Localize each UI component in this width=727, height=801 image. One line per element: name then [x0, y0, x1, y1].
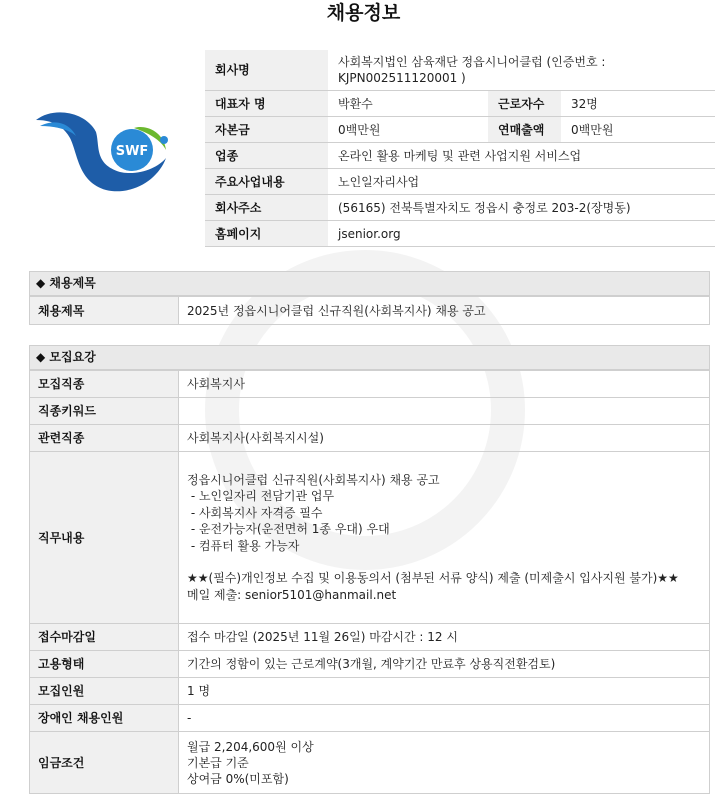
address-value: (56165) 전북특별자치도 정읍시 충정로 203-2(장명동) — [328, 195, 715, 221]
duty-line: - 운전가능자(운전면허 1종 우대) 우대 — [187, 522, 390, 537]
headcount-value: 1 명 — [179, 678, 710, 705]
job-title-table — [29, 296, 710, 325]
job-title-value: 2025년 정읍시니어클럽 신규직원(사회복지사) 채용 공고 — [179, 297, 710, 325]
disabled-hiring-label: 장애인 채용인원 — [30, 705, 179, 732]
company-name-value: 사회복지법인 삼육재단 정읍시니어클럽 (인증번호 : KJPN002511120001 ) — [328, 50, 715, 91]
company-logo — [34, 106, 174, 196]
company-name-label: 회사명 — [205, 50, 328, 91]
duty-line: 메일 제출: senior5101@hanmail.net — [187, 587, 397, 602]
duty-line: - 노인일자리 전담기관 업무 — [187, 489, 335, 504]
capital-label: 자본금 — [205, 117, 328, 143]
revenue-label: 연매출액 — [488, 117, 561, 143]
revenue-value: 0백만원 — [561, 117, 715, 143]
homepage-link[interactable]: jsenior.org — [328, 221, 715, 247]
duty-line — [187, 554, 703, 570]
employment-type-label: 고용형태 — [30, 651, 179, 678]
employees-value: 32명 — [561, 91, 715, 117]
wage-line: 상여금 0%(미포함) — [187, 771, 289, 786]
duty-line: ★★(필수)개인정보 수집 및 이용동의서 (첨부된 서류 양식) 제출 (미제출시 입사지원 불가)★★ — [187, 571, 679, 586]
address-label: 회사주소 — [205, 195, 328, 221]
occupation-label: 모집직종 — [30, 371, 179, 398]
page-title: 채용정보 — [326, 2, 401, 24]
duty-line: 정읍시니어클럽 신규직원(사회복지사) 채용 공고 — [187, 472, 440, 487]
employees-label: 근로자수 — [488, 91, 561, 117]
related-occupation-label: 관련직종 — [30, 425, 179, 452]
headcount-label: 모집인원 — [30, 678, 179, 705]
business-value: 노인일자리사업 — [328, 169, 715, 195]
capital-value: 0백만원 — [328, 117, 488, 143]
deadline-label: 접수마감일 — [30, 624, 179, 651]
job-title-label: 채용제목 — [30, 297, 179, 325]
keyword-label: 직종키워드 — [30, 398, 179, 425]
industry-value: 온라인 활용 마케팅 및 관련 사업지원 서비스업 — [328, 143, 715, 169]
keyword-value — [179, 398, 710, 425]
wage-line: 월급 2,204,600원 이상 — [187, 739, 314, 754]
deadline-value: 접수 마감일 (2025년 11월 26일) 마감시간 : 12 시 — [179, 624, 710, 651]
duty-content — [179, 452, 710, 624]
occupation-value: 사회복지사 — [179, 371, 710, 398]
ceo-label: 대표자 명 — [205, 91, 328, 117]
disabled-hiring-value: - — [179, 705, 710, 732]
wage-content — [179, 732, 710, 794]
duty-line: - 컴퓨터 활용 가능자 — [187, 538, 300, 553]
job-title-section-header: ◆ 채용제목 — [29, 271, 710, 296]
industry-label: 업종 — [205, 143, 328, 169]
company-info-table — [205, 50, 715, 247]
logo-text: SWF — [115, 144, 149, 159]
wage-line: 기본급 기준 — [187, 755, 249, 770]
duty-line: - 사회복지사 자격증 필수 — [187, 505, 323, 520]
homepage-label: 홈페이지 — [205, 221, 328, 247]
employment-type-value: 기간의 정함이 있는 근로계약(3개월, 계약기간 만료후 상용직전환검토) — [179, 651, 710, 678]
duty-label: 직무내용 — [30, 452, 179, 624]
wage-label: 임금조건 — [30, 732, 179, 794]
business-label: 주요사업내용 — [205, 169, 328, 195]
requirements-section-header: ◆ 모집요강 — [29, 345, 710, 370]
ceo-value: 박환수 — [328, 91, 488, 117]
related-occupation-value: 사회복지사(사회복지시설) — [179, 425, 710, 452]
requirements-table — [29, 370, 710, 794]
